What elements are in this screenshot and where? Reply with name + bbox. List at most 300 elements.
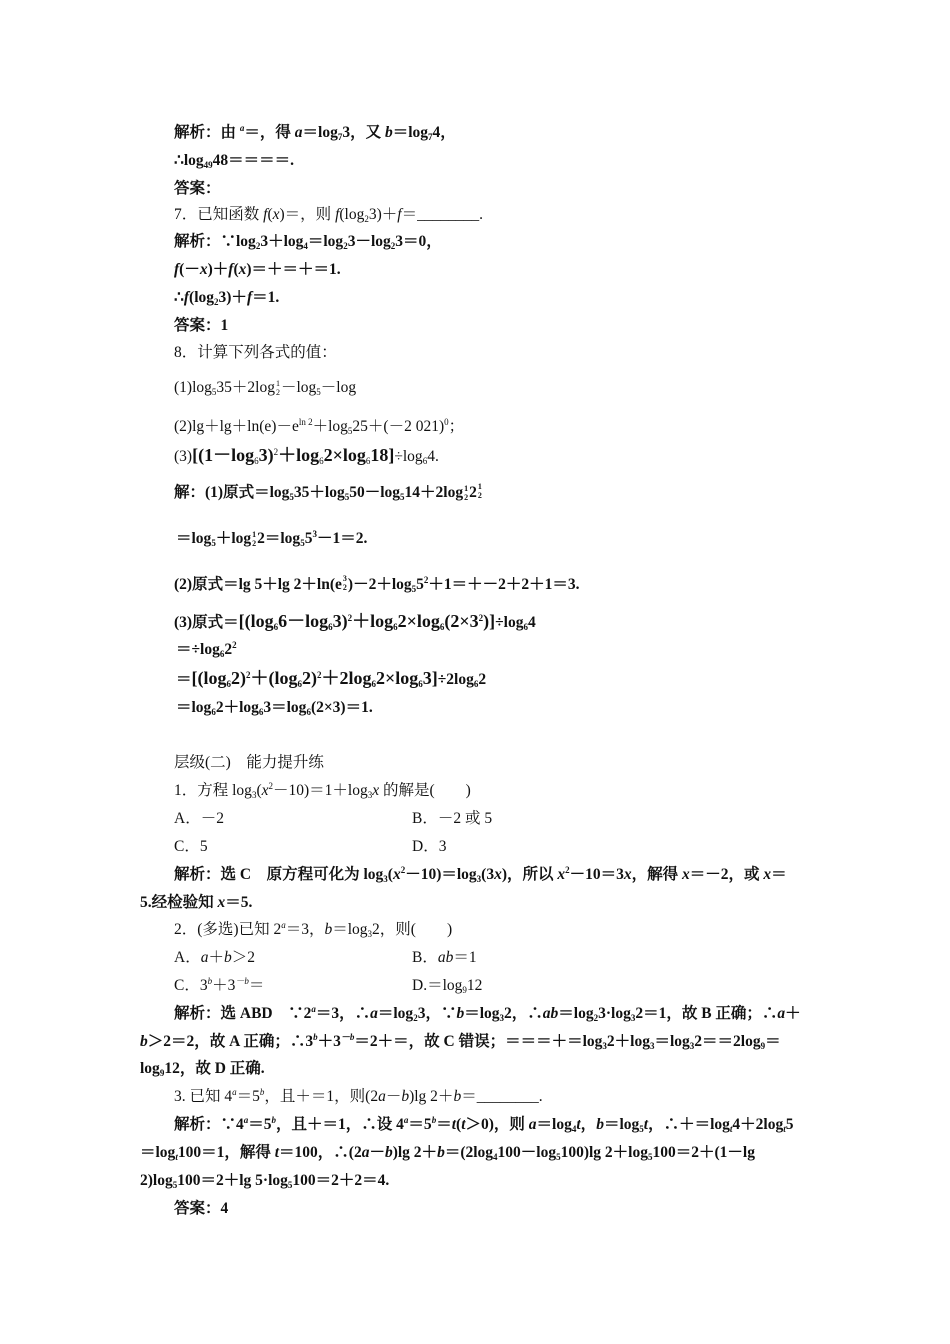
math-text: 3，∵ <box>417 1005 457 1022</box>
math-text: ＝3， <box>285 921 325 938</box>
math-text: )lg 2＋ <box>392 1144 438 1161</box>
math-text: ＋3 <box>317 1033 341 1050</box>
math-text: f <box>174 261 180 278</box>
math-text: 解析：∵log <box>174 233 256 250</box>
math-text: 2．(多选)已知 2 <box>174 921 282 938</box>
math-text: ＋log <box>215 530 252 547</box>
math-text: (－ <box>179 261 200 278</box>
solution-line-2 <box>174 150 294 172</box>
math-text: 2 <box>275 388 280 398</box>
math-text: 2 <box>224 641 233 658</box>
math-text: (2)lg＋lg＋ln(e)－e <box>174 418 299 435</box>
math-text: b <box>324 921 333 938</box>
solution-8-line-1 <box>174 482 483 504</box>
math-text: －log <box>280 379 317 396</box>
math-text: 5 <box>211 387 217 397</box>
math-text: 100＝2＋(1－lg <box>652 1144 755 1161</box>
math-text: 4 <box>527 614 536 631</box>
math-text: －10＝3 <box>569 866 624 883</box>
math-text: ÷log <box>495 614 524 631</box>
math-text: 2 <box>252 539 257 549</box>
math-text: log <box>140 1060 160 1077</box>
math-text: (3) <box>174 448 193 465</box>
math-text: 6 <box>439 622 445 632</box>
math-text: 6 <box>371 679 377 689</box>
math-text: 5 <box>411 584 417 594</box>
math-text: 35＋2log <box>216 379 275 396</box>
solution-8-line-2 <box>176 528 367 550</box>
math-text: 6 <box>365 456 371 466</box>
solution-8-line-4 <box>174 610 536 634</box>
math-text: 3 <box>630 1013 636 1023</box>
math-text: )，所以 <box>501 866 558 883</box>
math-text: 2 <box>478 613 484 623</box>
math-text: 6 <box>297 679 303 689</box>
math-text: ＝1. <box>252 289 280 306</box>
math-text: 答案：4 <box>174 1200 229 1217</box>
math-text: 0 <box>444 417 449 427</box>
math-text: 1 <box>252 530 257 540</box>
math-text: 9 <box>462 985 467 995</box>
math-text: ＝log <box>140 1144 176 1161</box>
math-text: 2×log <box>323 445 366 465</box>
math-text: ＝5. <box>225 894 253 911</box>
math-text: 6 <box>418 679 423 689</box>
math-text: 5 <box>416 576 424 593</box>
math-text: ＋log <box>312 418 348 435</box>
math-text: 4 <box>571 1124 577 1134</box>
math-text: 6 <box>211 707 216 717</box>
math-text: ＝log <box>558 1005 594 1022</box>
math-text: ＝5 <box>248 1116 272 1133</box>
math-text: b <box>401 1088 410 1105</box>
section-heading <box>174 752 324 774</box>
problem-1-option-a <box>174 808 224 830</box>
math-text: b <box>313 1032 318 1042</box>
math-text: ÷2log <box>437 671 474 688</box>
math-text: x <box>238 261 247 278</box>
solution-7-line-1 <box>174 231 442 253</box>
math-text: 100＝2＋lg 5·log <box>177 1172 288 1189</box>
math-text: 3 <box>602 1041 607 1051</box>
math-text: b <box>259 1087 265 1097</box>
math-text: 5 <box>785 1116 794 1133</box>
math-text: ＝ <box>771 866 787 883</box>
math-text: A． <box>174 949 201 966</box>
math-text: ，且＋＝1，则(2 <box>264 1088 379 1105</box>
math-text: 2 <box>469 484 477 501</box>
math-text: 1 <box>477 482 482 491</box>
math-text: C．3 <box>174 977 208 994</box>
math-text: (log <box>339 206 365 223</box>
math-text: )lg 2＋ <box>409 1088 454 1105</box>
math-text: ( <box>387 866 393 883</box>
question-8-part-2 <box>174 416 464 438</box>
problem-1-solution-line-1 <box>174 864 787 886</box>
math-text: 100)lg 2＋log <box>560 1144 648 1161</box>
question-8 <box>174 342 337 364</box>
math-text: ＝2＋＝，故 C 错误；＝＝＝＋＝log <box>354 1033 603 1050</box>
solution-7-line-3 <box>174 287 279 309</box>
math-text: －1＝2. <box>316 530 368 547</box>
math-text: a <box>370 1005 378 1022</box>
math-text: f <box>246 289 253 306</box>
math-text: 2×log <box>376 668 419 688</box>
math-text: 100＝2＋2＝4. <box>292 1172 390 1189</box>
math-text: 5 <box>556 1152 561 1162</box>
problem-1-solution-line-2 <box>140 892 252 914</box>
problem-2-option-d <box>412 975 482 997</box>
math-text: 4， <box>432 124 456 141</box>
math-text: 6 <box>319 456 324 466</box>
solution-8-line-3 <box>174 574 580 596</box>
math-text: ＝ <box>765 1033 781 1050</box>
math-text: ＋3 <box>212 977 236 994</box>
math-text: 5 <box>287 1180 293 1190</box>
math-text: b <box>437 1144 445 1161</box>
answer-label <box>174 178 221 200</box>
math-text: 答案：1 <box>174 317 229 334</box>
math-text: B． <box>412 949 438 966</box>
math-text: ＝，得 <box>244 124 295 141</box>
math-text: t <box>175 1152 178 1162</box>
solution-7-line-2 <box>174 259 341 281</box>
exponent-half <box>478 482 482 500</box>
question-7 <box>174 204 483 226</box>
math-text: 3 <box>251 790 257 800</box>
math-text: a <box>281 920 286 930</box>
math-text: 2 <box>593 1013 599 1023</box>
math-text: 5 <box>172 1180 178 1190</box>
math-text: －log <box>320 379 357 396</box>
math-text: ab <box>542 1005 559 1022</box>
math-text: b <box>384 1144 393 1161</box>
math-text: 2 <box>342 583 347 592</box>
math-text: 2 <box>565 865 570 875</box>
math-text: 2)log <box>140 1172 173 1189</box>
math-text: 3，又 <box>342 124 385 141</box>
math-text: 50－log <box>349 484 401 501</box>
math-text: a <box>200 949 209 966</box>
math-text: 2 <box>390 241 396 251</box>
math-text: f <box>183 289 190 306</box>
problem-2-option-a <box>174 947 255 969</box>
math-text: 3 <box>499 1013 505 1023</box>
math-text: ÷log <box>394 448 423 465</box>
math-text: 7．已知函数 <box>174 206 264 223</box>
math-text: b <box>384 124 393 141</box>
math-text: ( <box>256 782 262 799</box>
math-text: 6 <box>273 622 279 632</box>
math-text: x <box>763 866 772 883</box>
math-text: 6－log <box>278 611 329 631</box>
math-text: a <box>243 1115 249 1125</box>
math-text: ＝3，∴ <box>315 1005 371 1022</box>
math-text: 层级(二) 能力提升练 <box>174 754 324 771</box>
math-text: ＝－2，或 <box>689 866 764 883</box>
problem-2-solution-line-3 <box>140 1058 265 1080</box>
math-text: 5 <box>304 530 313 547</box>
math-text: x <box>372 782 380 799</box>
math-text: x <box>682 866 690 883</box>
math-text: ； <box>448 418 465 435</box>
math-text: 解析：∵4 <box>174 1116 244 1133</box>
math-text: 2，则( ) <box>372 921 453 938</box>
math-text: ∴log <box>174 152 204 169</box>
math-text: ＝ <box>176 671 192 688</box>
math-text: 1 <box>464 484 469 494</box>
math-text: [(log <box>191 668 227 688</box>
problem-3-solution-line-2 <box>140 1142 755 1164</box>
math-text: －b <box>340 1032 355 1042</box>
math-text: 18] <box>370 445 395 465</box>
math-text: 7 <box>428 132 433 142</box>
math-text: ＋log <box>278 445 320 465</box>
math-text: ＝5 <box>408 1116 432 1133</box>
math-text: ∴ <box>174 289 184 306</box>
math-text: a <box>378 1088 386 1105</box>
problem-1-option-d <box>412 836 446 858</box>
math-text: 3)＋ <box>218 289 247 306</box>
math-text: x <box>623 866 632 883</box>
math-text: ＝log <box>302 124 338 141</box>
math-text: b <box>431 1115 437 1125</box>
math-text: x <box>217 894 226 911</box>
math-text: 2 <box>268 781 273 791</box>
math-text: 6 <box>422 456 428 466</box>
math-text: ，∴＋＝log <box>648 1116 730 1133</box>
math-text: 2 <box>364 214 369 224</box>
math-text: )＝，则 <box>279 206 336 223</box>
math-text: 6 <box>258 707 264 717</box>
math-text: [(log <box>238 611 274 631</box>
math-text: 5 <box>211 538 216 548</box>
math-text: ln 2 <box>298 417 313 427</box>
math-text: ＝ <box>436 1116 452 1133</box>
math-text: x <box>261 782 269 799</box>
math-text: 100－log <box>497 1144 557 1161</box>
problem-3 <box>174 1086 543 1108</box>
math-text: C．5 <box>174 838 208 855</box>
math-text: 49 <box>203 160 213 170</box>
fraction-half <box>276 379 280 397</box>
math-text: t <box>274 1144 280 1161</box>
math-text: ， <box>580 1116 597 1133</box>
math-text: 4＋2log <box>732 1116 784 1133</box>
math-text: )＝＋＝＋＝1. <box>246 261 341 278</box>
math-text: b <box>223 949 232 966</box>
math-text: ＝ <box>248 977 265 994</box>
answer-7 <box>174 315 228 337</box>
math-text: 2＝log <box>257 530 301 547</box>
math-text: 9 <box>760 1041 766 1051</box>
math-text: 3. 已知 4 <box>174 1088 233 1105</box>
math-text: 2 <box>464 493 469 503</box>
exponent-three-halves <box>343 574 347 592</box>
math-text: 2 <box>423 575 429 585</box>
math-text: 3 <box>367 790 373 800</box>
math-text: 2＝1，故 B 正确；∴ <box>635 1005 778 1022</box>
math-text: 3 <box>383 874 388 884</box>
math-text: ＋1＝＋－2＋2＋1＝3. <box>428 576 580 593</box>
problem-2-solution-line-1 <box>174 1003 801 1025</box>
math-text: 3 <box>342 574 347 583</box>
math-text: B．－2 或 5 <box>412 810 493 827</box>
math-text: ＞2 <box>231 949 255 966</box>
problem-3-solution-line-3 <box>140 1170 389 1192</box>
math-text: ＝log <box>603 1116 640 1133</box>
math-text: 3 <box>476 874 482 884</box>
solution-8-line-7 <box>176 697 373 719</box>
math-text: ＝log <box>176 699 212 716</box>
math-text: 9 <box>159 1068 165 1078</box>
math-text: 3＋log <box>260 233 304 250</box>
math-text: 35＋log <box>293 484 345 501</box>
math-text: (1)log <box>174 379 212 396</box>
math-text: a <box>528 1116 537 1133</box>
math-text: 3 <box>367 929 373 939</box>
math-text: 7 <box>337 132 343 142</box>
math-text: ＋(log <box>250 668 298 688</box>
math-text: ＝log <box>464 1005 500 1022</box>
math-text: 3－log <box>347 233 391 250</box>
math-text: 8．计算下列各式的值： <box>174 344 337 361</box>
math-text: 的解是( ) <box>379 782 471 799</box>
math-text: 5 <box>400 492 405 502</box>
math-text: ＋ <box>208 949 224 966</box>
math-text: －b <box>235 976 249 986</box>
solution-8-line-5 <box>176 639 237 661</box>
math-text: x <box>557 866 566 883</box>
math-text: x <box>272 206 280 223</box>
math-text: －10)＝log <box>405 866 477 883</box>
math-text: x <box>494 866 502 883</box>
math-text: ( <box>267 206 273 223</box>
math-text: ，且＋＝1，∴设 4 <box>276 1116 404 1133</box>
math-text: f <box>397 206 402 223</box>
math-text: ＝log <box>654 1033 690 1050</box>
math-text: 6 <box>254 456 259 466</box>
math-text: 6 <box>393 622 398 632</box>
solution-8-line-6 <box>176 667 486 691</box>
math-text: 解析：由 <box>174 124 240 141</box>
math-text: D.＝log <box>412 977 463 994</box>
problem-1-option-b <box>412 808 492 830</box>
math-text: t <box>643 1116 649 1133</box>
math-text: 5.经检验知 <box>140 894 218 911</box>
math-text: 2 <box>232 640 237 650</box>
math-text: f <box>263 206 268 223</box>
math-text: ＝log <box>332 921 368 938</box>
math-text: 12 <box>466 977 483 994</box>
math-text: 2 <box>246 670 251 680</box>
math-text: (log <box>189 289 215 306</box>
math-text: 2 <box>347 613 353 623</box>
math-text: 3] <box>422 668 438 688</box>
math-text: x <box>199 261 208 278</box>
math-text: 6 <box>226 679 232 689</box>
question-8-part-3 <box>174 444 439 468</box>
math-text: 6 <box>219 649 225 659</box>
math-text: 解析：选 C 原方程可化为 log <box>174 866 384 883</box>
math-text: 解：(1)原式＝log <box>174 484 290 501</box>
math-text: 6 <box>306 707 311 717</box>
math-text: a <box>403 1115 409 1125</box>
math-text: ＝________. <box>461 1088 543 1105</box>
math-text: ＝1 <box>453 949 477 966</box>
math-text: ( <box>456 1116 462 1133</box>
math-text: 48＝＝＝＝. <box>212 152 295 169</box>
math-text: b <box>453 1088 462 1105</box>
math-text: － <box>369 1144 385 1161</box>
math-text: 3)＋ <box>368 206 398 223</box>
math-text: b <box>596 1116 604 1133</box>
math-text: ＋ <box>785 1005 801 1022</box>
math-text: t <box>729 1124 733 1134</box>
fraction-half <box>464 484 468 502</box>
math-text: ＋log <box>352 611 394 631</box>
math-text: a <box>777 1005 786 1022</box>
math-text: A．－2 <box>174 810 224 827</box>
math-text: a <box>239 123 245 133</box>
math-text: 5 <box>289 492 294 502</box>
math-text: ＞2＝2，故 A 正确；∴3 <box>147 1033 314 1050</box>
problem-2-solution-line-2 <box>140 1031 781 1053</box>
math-text: t <box>576 1116 581 1133</box>
math-text: b <box>271 1115 277 1125</box>
math-text: 2) <box>302 668 318 688</box>
math-text: b <box>207 976 213 986</box>
math-text: )－2＋log <box>347 576 412 593</box>
math-text: (3 <box>481 866 495 883</box>
math-text: ab <box>437 949 454 966</box>
math-text: (2)原式＝lg 5＋lg 2＋ln(e <box>174 576 342 593</box>
math-text: 3·log <box>598 1005 631 1022</box>
question-8-part-1 <box>174 377 356 399</box>
math-text: 2，∴ <box>504 1005 543 1022</box>
problem-2 <box>174 919 452 941</box>
math-text: 1．方程 log <box>174 782 252 799</box>
math-text: 5 <box>300 538 305 548</box>
math-text: (3)原式＝ <box>174 614 239 631</box>
math-text: 2×log <box>397 611 440 631</box>
math-text: t <box>451 1116 457 1133</box>
math-text: f <box>228 261 234 278</box>
math-text: 6 <box>523 622 528 632</box>
math-text: x <box>392 866 401 883</box>
math-text: 2 <box>317 670 322 680</box>
math-text: 2＋log <box>606 1033 650 1050</box>
math-text: ＝log <box>176 530 212 547</box>
math-text: 3＝log <box>263 699 307 716</box>
problem-2-option-b <box>412 947 477 969</box>
math-text: a <box>311 1004 316 1014</box>
math-text: 2 <box>400 865 406 875</box>
math-text: a <box>232 1087 237 1097</box>
math-text: ＝log <box>392 124 429 141</box>
fraction-half <box>252 530 256 548</box>
math-text: b <box>140 1033 148 1050</box>
math-text: ＝log <box>307 233 344 250</box>
math-text: t <box>461 1116 466 1133</box>
math-text: 1 <box>275 379 280 389</box>
math-text: ＋2log <box>321 668 372 688</box>
math-text: ＝________. <box>401 206 483 223</box>
math-text: )] <box>483 611 496 631</box>
math-text: D．3 <box>412 838 447 855</box>
math-text: 5 <box>347 426 353 436</box>
math-text: 5 <box>648 1152 653 1162</box>
